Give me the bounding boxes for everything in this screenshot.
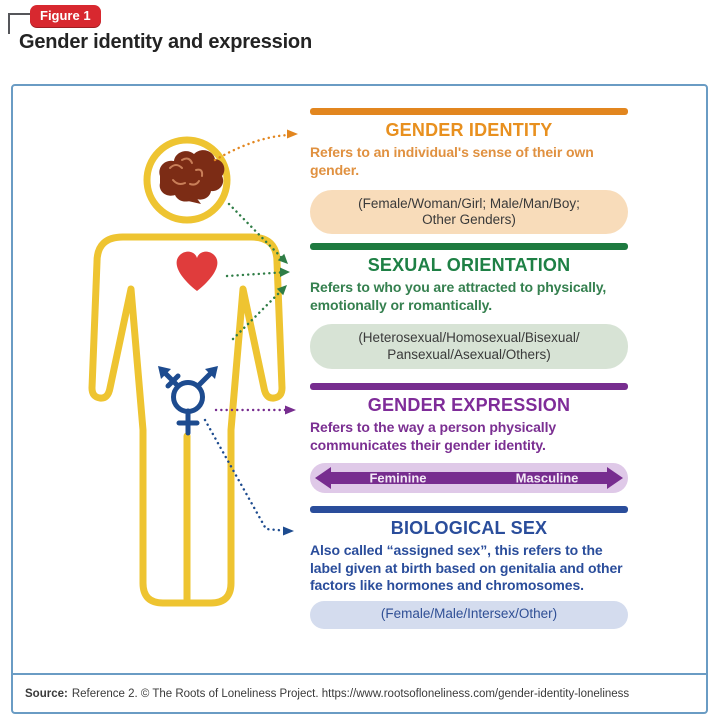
masculine-label: Masculine xyxy=(515,470,579,486)
double-arrow-icon xyxy=(310,463,628,493)
source-footer xyxy=(13,673,706,712)
pill-text: (Female/Male/Intersex/Other) xyxy=(380,606,558,622)
page-title: Gender identity and expression xyxy=(19,31,312,53)
feminine-label: Feminine xyxy=(369,470,427,486)
section-heading: SEXUAL ORIENTATION xyxy=(367,255,571,275)
section-gender-expression xyxy=(310,383,628,493)
section-values-pill xyxy=(310,324,628,369)
section-heading: BIOLOGICAL SEX xyxy=(390,518,548,538)
feminine-masculine-scale xyxy=(310,463,628,493)
section-description: Also called “assigned sex”, this refers to the label given at birth based on genitalia and other factors like hormones and chromosomes. xyxy=(310,542,623,593)
source-label: Source: xyxy=(25,687,68,700)
section-values-pill xyxy=(310,190,628,234)
pill-text: (Female/Woman/Girl; Male/Man/Boy; Other Genders) xyxy=(358,195,580,227)
section-values-pill xyxy=(310,601,628,629)
section-biological-sex xyxy=(310,506,628,629)
section-accent-bar xyxy=(310,383,628,390)
figure-badge: Figure 1 xyxy=(30,5,101,27)
section-description: Refers to the way a person physically communicates their gender identity. xyxy=(310,419,557,453)
source-text: Reference 2. © The Roots of Loneliness Project. https://www.rootsofloneliness.com/gender-identity-loneliness xyxy=(71,687,630,700)
section-gender-identity xyxy=(310,108,628,234)
section-accent-bar xyxy=(310,243,628,250)
section-heading: GENDER IDENTITY xyxy=(385,120,553,140)
section-accent-bar xyxy=(310,108,628,115)
section-description: Refers to who you are attracted to physically, emotionally or romantically. xyxy=(310,279,607,313)
section-accent-bar xyxy=(310,506,628,513)
section-sexual-orientation xyxy=(310,243,628,369)
pill-text: (Heterosexual/Homosexual/Bisexual/ Pansexual/Asexual/Others) xyxy=(358,330,580,362)
section-heading: GENDER EXPRESSION xyxy=(367,395,571,415)
section-description: Refers to an individual's sense of their own gender. xyxy=(310,144,594,178)
